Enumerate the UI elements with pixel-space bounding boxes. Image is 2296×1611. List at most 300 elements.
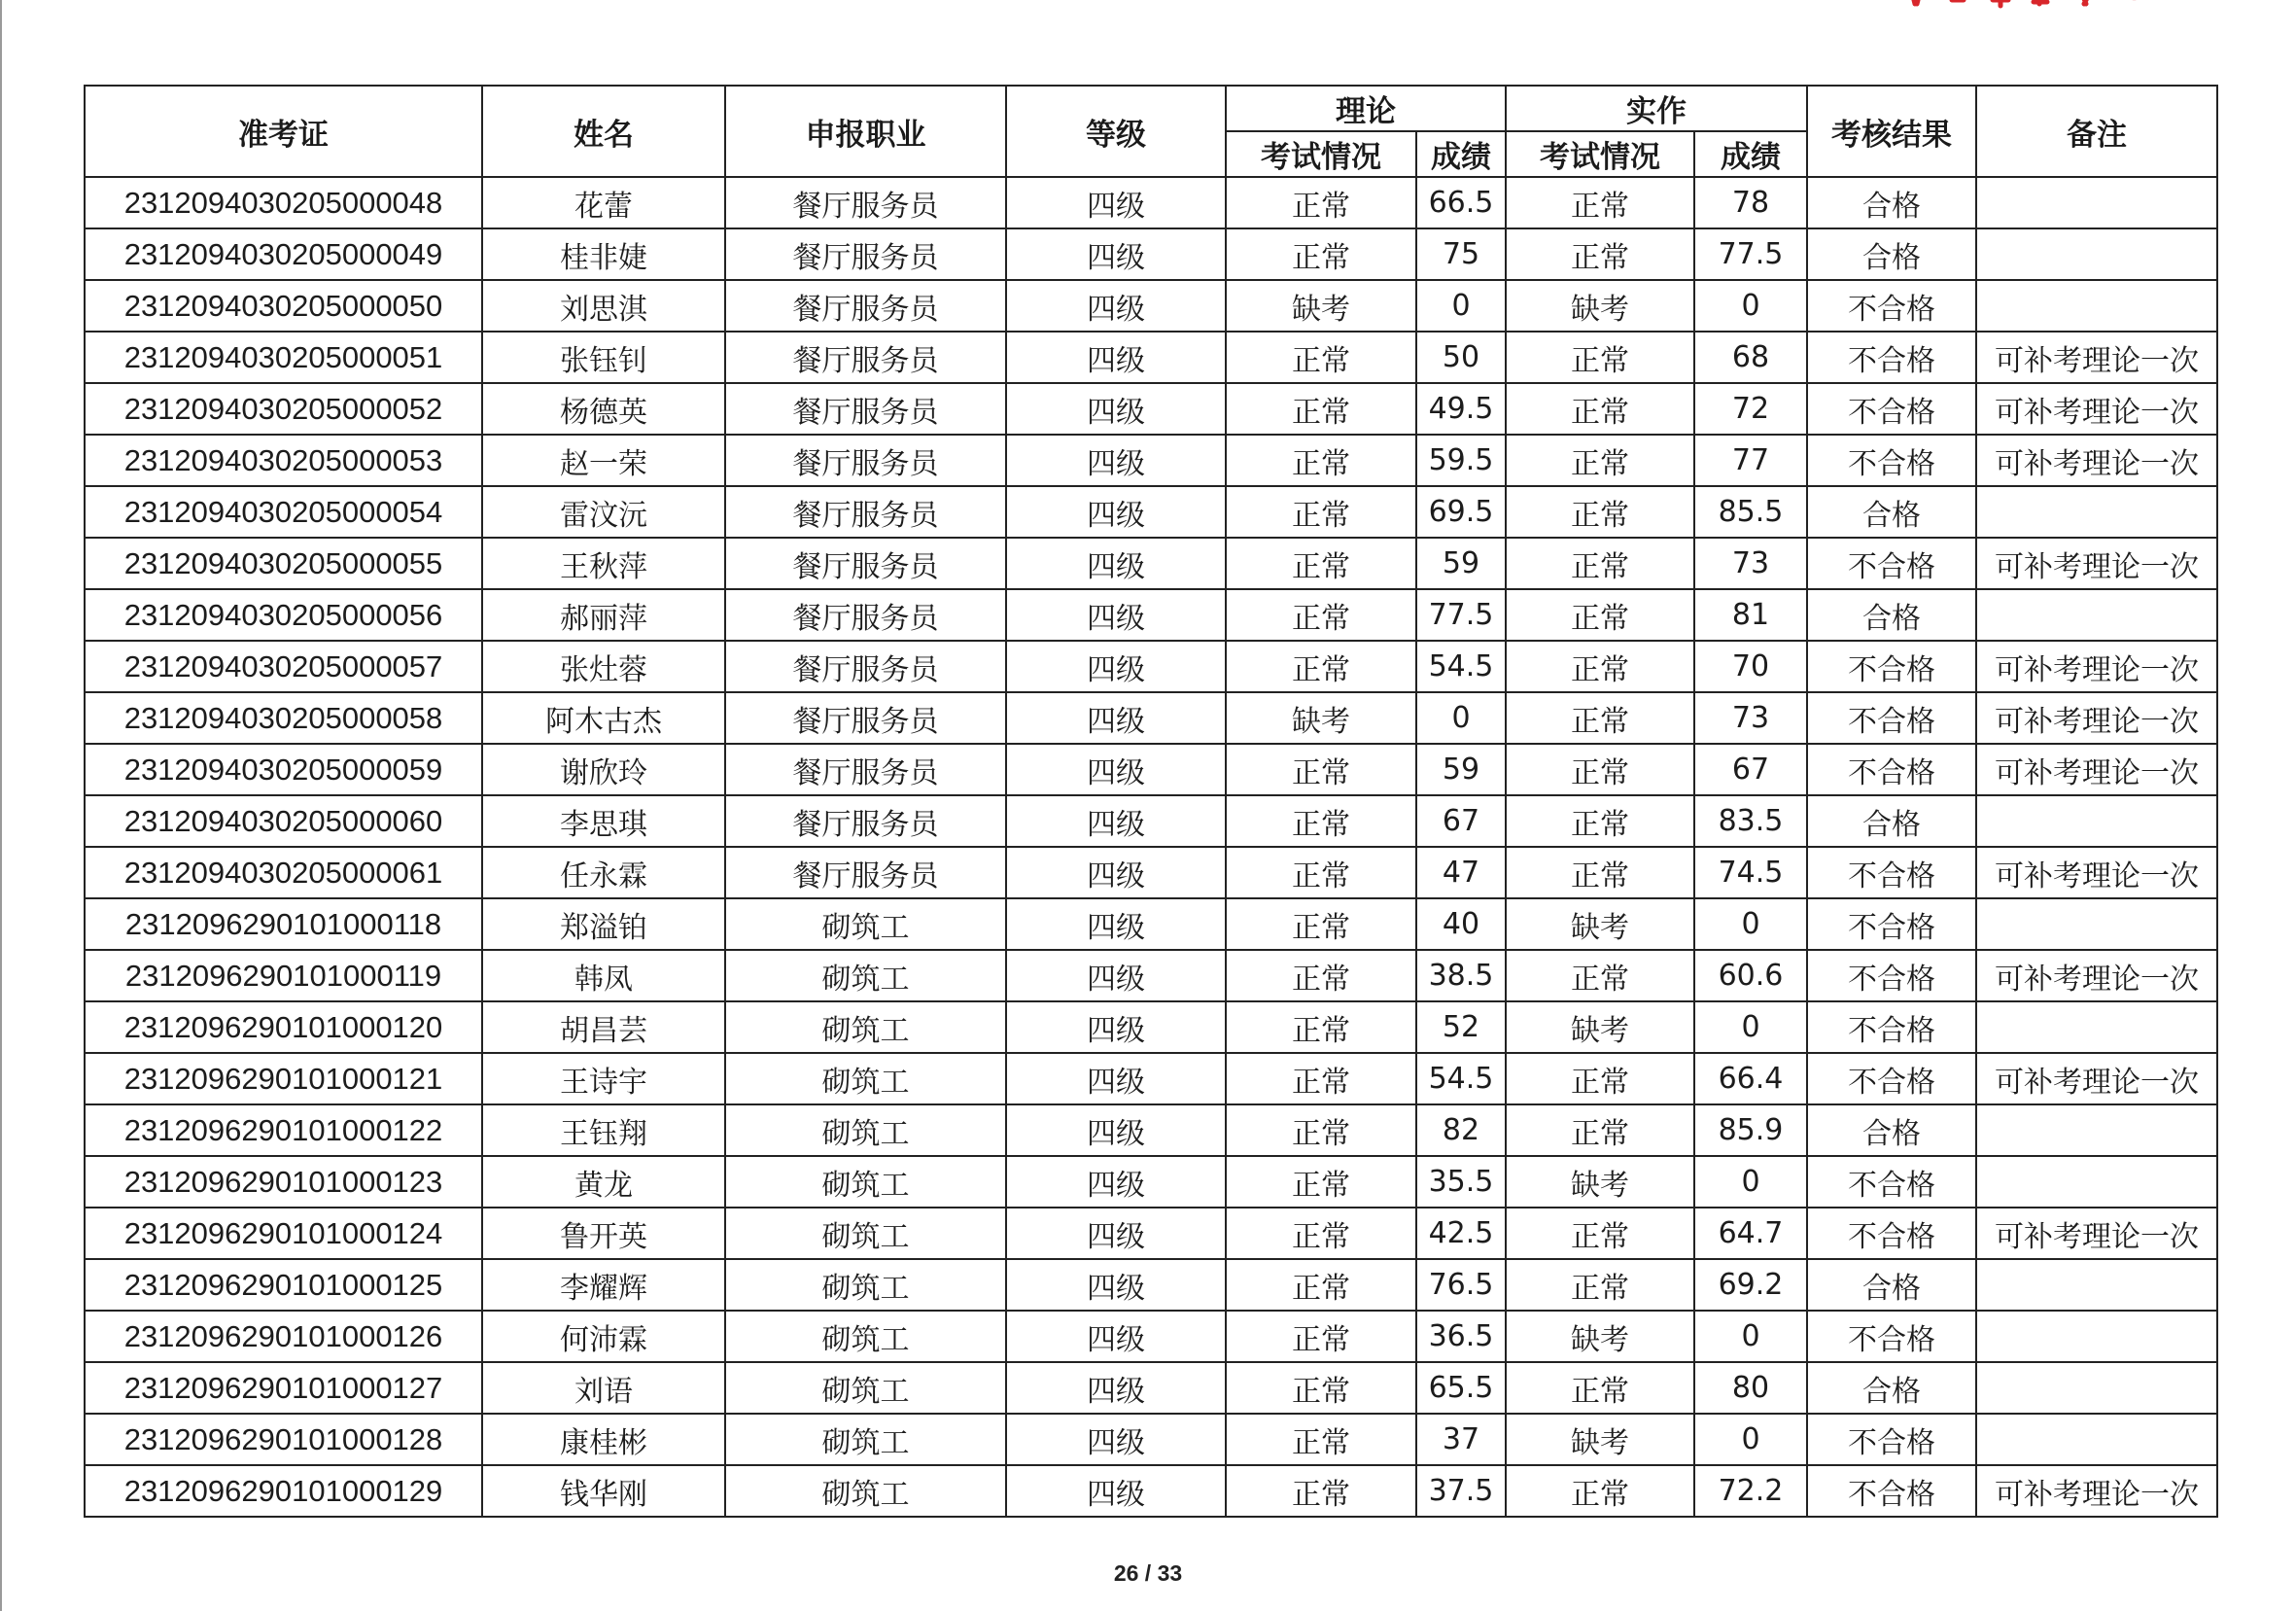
- cell-theory-status: 正常: [1226, 486, 1416, 538]
- cell-level: 四级: [1006, 1001, 1226, 1053]
- cell-theory-score: 40: [1416, 898, 1506, 950]
- cell-ticket: 2312096290101000129: [85, 1465, 482, 1517]
- cell-name: 赵一荣: [482, 435, 725, 486]
- cell-occupation: 餐厅服务员: [725, 589, 1006, 641]
- cell-result: 不合格: [1807, 538, 1976, 589]
- cell-result: 不合格: [1807, 641, 1976, 692]
- cell-remark: 可补考理论一次: [1976, 1053, 2217, 1104]
- cell-level: 四级: [1006, 1414, 1226, 1465]
- cell-practice-score: 81: [1694, 589, 1807, 641]
- cell-practice-status: 正常: [1506, 692, 1694, 744]
- cell-remark: [1976, 1414, 2217, 1465]
- cell-occupation: 砌筑工: [725, 1104, 1006, 1156]
- cell-theory-status: 正常: [1226, 1001, 1416, 1053]
- cell-practice-score: 66.4: [1694, 1053, 1807, 1104]
- results-table-container: [84, 85, 2216, 1518]
- cell-level: 四级: [1006, 1362, 1226, 1414]
- table-row: [85, 332, 2217, 383]
- cell-practice-status: 正常: [1506, 228, 1694, 280]
- red-stamp-fragment: [1903, 0, 2156, 14]
- cell-theory-status: 正常: [1226, 228, 1416, 280]
- cell-practice-status: 正常: [1506, 332, 1694, 383]
- cell-ticket: 2312096290101000120: [85, 1001, 482, 1053]
- cell-practice-status: 正常: [1506, 589, 1694, 641]
- cell-ticket: 2312096290101000125: [85, 1259, 482, 1311]
- cell-practice-status: 正常: [1506, 847, 1694, 898]
- cell-name: 李耀辉: [482, 1259, 725, 1311]
- cell-theory-score: 66.5: [1416, 177, 1506, 228]
- cell-occupation: 砌筑工: [725, 1311, 1006, 1362]
- cell-practice-score: 72.2: [1694, 1465, 1807, 1517]
- cell-theory-score: 59: [1416, 744, 1506, 795]
- cell-theory-score: 37: [1416, 1414, 1506, 1465]
- cell-theory-score: 36.5: [1416, 1311, 1506, 1362]
- cell-remark: 可补考理论一次: [1976, 1208, 2217, 1259]
- cell-remark: 可补考理论一次: [1976, 435, 2217, 486]
- cell-ticket: 2312094030205000050: [85, 280, 482, 332]
- cell-practice-score: 69.2: [1694, 1259, 1807, 1311]
- cell-result: 不合格: [1807, 898, 1976, 950]
- scan-edge: [0, 0, 2, 1611]
- cell-result: 合格: [1807, 1104, 1976, 1156]
- cell-theory-status: 缺考: [1226, 692, 1416, 744]
- cell-result: 不合格: [1807, 1465, 1976, 1517]
- cell-theory-score: 0: [1416, 280, 1506, 332]
- cell-result: 不合格: [1807, 744, 1976, 795]
- cell-theory-score: 69.5: [1416, 486, 1506, 538]
- cell-level: 四级: [1006, 692, 1226, 744]
- cell-practice-status: 缺考: [1506, 1001, 1694, 1053]
- cell-theory-status: 正常: [1226, 1053, 1416, 1104]
- cell-theory-score: 65.5: [1416, 1362, 1506, 1414]
- cell-ticket: 2312094030205000058: [85, 692, 482, 744]
- table-row: [85, 589, 2217, 641]
- cell-theory-status: 正常: [1226, 1156, 1416, 1208]
- cell-practice-status: 正常: [1506, 795, 1694, 847]
- cell-practice-score: 74.5: [1694, 847, 1807, 898]
- cell-practice-status: 正常: [1506, 538, 1694, 589]
- cell-occupation: 餐厅服务员: [725, 228, 1006, 280]
- cell-level: 四级: [1006, 280, 1226, 332]
- cell-practice-status: 正常: [1506, 177, 1694, 228]
- table-row: [85, 538, 2217, 589]
- cell-theory-status: 正常: [1226, 744, 1416, 795]
- cell-practice-score: 0: [1694, 1156, 1807, 1208]
- cell-practice-status: 正常: [1506, 744, 1694, 795]
- cell-result: 合格: [1807, 1259, 1976, 1311]
- cell-theory-score: 50: [1416, 332, 1506, 383]
- cell-result: 合格: [1807, 795, 1976, 847]
- table-row: [85, 692, 2217, 744]
- cell-ticket: 2312094030205000057: [85, 641, 482, 692]
- table-row: [85, 950, 2217, 1001]
- cell-remark: [1976, 1259, 2217, 1311]
- cell-theory-status: 正常: [1226, 1259, 1416, 1311]
- cell-practice-status: 正常: [1506, 435, 1694, 486]
- cell-practice-status: 正常: [1506, 1259, 1694, 1311]
- cell-name: 张钰钊: [482, 332, 725, 383]
- cell-name: 谢欣玲: [482, 744, 725, 795]
- cell-name: 康桂彬: [482, 1414, 725, 1465]
- cell-result: 合格: [1807, 1362, 1976, 1414]
- cell-practice-status: 正常: [1506, 950, 1694, 1001]
- cell-practice-status: 正常: [1506, 1362, 1694, 1414]
- table-row: [85, 486, 2217, 538]
- cell-name: 任永霖: [482, 847, 725, 898]
- cell-theory-score: 35.5: [1416, 1156, 1506, 1208]
- cell-theory-status: 正常: [1226, 1362, 1416, 1414]
- cell-occupation: 砌筑工: [725, 1001, 1006, 1053]
- exam-results-table: [84, 85, 2218, 1518]
- cell-occupation: 砌筑工: [725, 1259, 1006, 1311]
- cell-occupation: 餐厅服务员: [725, 538, 1006, 589]
- cell-remark: [1976, 898, 2217, 950]
- cell-ticket: 2312094030205000053: [85, 435, 482, 486]
- table-row: [85, 1311, 2217, 1362]
- cell-name: 杨德英: [482, 383, 725, 435]
- page-number: 26 / 33: [1113, 1560, 1183, 1586]
- cell-occupation: 餐厅服务员: [725, 795, 1006, 847]
- cell-practice-status: 正常: [1506, 1465, 1694, 1517]
- cell-theory-score: 37.5: [1416, 1465, 1506, 1517]
- cell-result: 不合格: [1807, 383, 1976, 435]
- cell-theory-score: 59: [1416, 538, 1506, 589]
- cell-ticket: 2312096290101000119: [85, 950, 482, 1001]
- cell-occupation: 餐厅服务员: [725, 744, 1006, 795]
- table-row: [85, 1465, 2217, 1517]
- table-row: [85, 1362, 2217, 1414]
- cell-name: 桂非婕: [482, 228, 725, 280]
- header-practice-status: 考试情况: [1506, 131, 1694, 177]
- cell-theory-status: 正常: [1226, 383, 1416, 435]
- cell-practice-status: 正常: [1506, 1208, 1694, 1259]
- cell-remark: 可补考理论一次: [1976, 950, 2217, 1001]
- cell-theory-status: 正常: [1226, 641, 1416, 692]
- cell-remark: [1976, 1001, 2217, 1053]
- header-theory-status: 考试情况: [1226, 131, 1416, 177]
- cell-practice-score: 0: [1694, 280, 1807, 332]
- table-row: [85, 641, 2217, 692]
- cell-result: 不合格: [1807, 1053, 1976, 1104]
- cell-ticket: 2312096290101000122: [85, 1104, 482, 1156]
- cell-theory-score: 54.5: [1416, 1053, 1506, 1104]
- cell-level: 四级: [1006, 1311, 1226, 1362]
- cell-name: 何沛霖: [482, 1311, 725, 1362]
- cell-result: 不合格: [1807, 847, 1976, 898]
- table-row: [85, 1208, 2217, 1259]
- cell-ticket: 2312094030205000051: [85, 332, 482, 383]
- cell-practice-score: 73: [1694, 692, 1807, 744]
- cell-name: 鲁开英: [482, 1208, 725, 1259]
- cell-remark: [1976, 1156, 2217, 1208]
- cell-occupation: 餐厅服务员: [725, 435, 1006, 486]
- cell-practice-score: 83.5: [1694, 795, 1807, 847]
- cell-name: 刘思淇: [482, 280, 725, 332]
- cell-ticket: 2312094030205000049: [85, 228, 482, 280]
- cell-result: 不合格: [1807, 1208, 1976, 1259]
- header-practice-score: 成绩: [1694, 131, 1807, 177]
- cell-name: 韩凤: [482, 950, 725, 1001]
- cell-occupation: 砌筑工: [725, 898, 1006, 950]
- cell-theory-score: 67: [1416, 795, 1506, 847]
- cell-remark: [1976, 589, 2217, 641]
- cell-level: 四级: [1006, 435, 1226, 486]
- table-row: [85, 898, 2217, 950]
- cell-result: 不合格: [1807, 1156, 1976, 1208]
- header-ticket: 准考证: [85, 86, 482, 177]
- cell-level: 四级: [1006, 538, 1226, 589]
- table-row: [85, 1053, 2217, 1104]
- cell-theory-status: 正常: [1226, 1414, 1416, 1465]
- cell-theory-score: 49.5: [1416, 383, 1506, 435]
- cell-result: 不合格: [1807, 332, 1976, 383]
- cell-level: 四级: [1006, 486, 1226, 538]
- cell-theory-score: 52: [1416, 1001, 1506, 1053]
- cell-ticket: 2312094030205000055: [85, 538, 482, 589]
- header-row-top: [85, 86, 2217, 131]
- cell-occupation: 砌筑工: [725, 1208, 1006, 1259]
- cell-practice-score: 85.9: [1694, 1104, 1807, 1156]
- cell-result: 合格: [1807, 486, 1976, 538]
- cell-theory-score: 54.5: [1416, 641, 1506, 692]
- cell-practice-status: 缺考: [1506, 1311, 1694, 1362]
- cell-theory-score: 42.5: [1416, 1208, 1506, 1259]
- cell-name: 雷汶沅: [482, 486, 725, 538]
- table-row: [85, 435, 2217, 486]
- cell-practice-score: 80: [1694, 1362, 1807, 1414]
- cell-result: 不合格: [1807, 1001, 1976, 1053]
- cell-name: 王诗宇: [482, 1053, 725, 1104]
- cell-remark: 可补考理论一次: [1976, 641, 2217, 692]
- cell-level: 四级: [1006, 744, 1226, 795]
- cell-remark: 可补考理论一次: [1976, 538, 2217, 589]
- cell-practice-status: 正常: [1506, 1104, 1694, 1156]
- cell-remark: 可补考理论一次: [1976, 383, 2217, 435]
- cell-theory-status: 正常: [1226, 847, 1416, 898]
- cell-remark: 可补考理论一次: [1976, 1465, 2217, 1517]
- cell-level: 四级: [1006, 1156, 1226, 1208]
- cell-practice-score: 67: [1694, 744, 1807, 795]
- cell-practice-score: 0: [1694, 1001, 1807, 1053]
- table-row: [85, 1156, 2217, 1208]
- cell-theory-score: 82: [1416, 1104, 1506, 1156]
- cell-occupation: 砌筑工: [725, 1053, 1006, 1104]
- cell-occupation: 餐厅服务员: [725, 847, 1006, 898]
- cell-remark: 可补考理论一次: [1976, 847, 2217, 898]
- cell-occupation: 餐厅服务员: [725, 332, 1006, 383]
- cell-result: 不合格: [1807, 692, 1976, 744]
- table-row: [85, 1001, 2217, 1053]
- cell-practice-score: 77: [1694, 435, 1807, 486]
- table-header: [85, 86, 2217, 177]
- table-row: [85, 228, 2217, 280]
- cell-theory-status: 正常: [1226, 435, 1416, 486]
- cell-result: 不合格: [1807, 1414, 1976, 1465]
- cell-name: 黄龙: [482, 1156, 725, 1208]
- cell-remark: [1976, 280, 2217, 332]
- table-row: [85, 847, 2217, 898]
- cell-practice-score: 60.6: [1694, 950, 1807, 1001]
- cell-ticket: 2312094030205000056: [85, 589, 482, 641]
- header-practice: 实作: [1506, 86, 1807, 131]
- cell-theory-score: 38.5: [1416, 950, 1506, 1001]
- cell-result: 不合格: [1807, 1311, 1976, 1362]
- cell-remark: [1976, 486, 2217, 538]
- cell-practice-status: 正常: [1506, 1053, 1694, 1104]
- cell-level: 四级: [1006, 332, 1226, 383]
- table-body: [85, 177, 2217, 1517]
- cell-remark: [1976, 1362, 2217, 1414]
- cell-level: 四级: [1006, 383, 1226, 435]
- cell-ticket: 2312094030205000060: [85, 795, 482, 847]
- cell-theory-score: 47: [1416, 847, 1506, 898]
- cell-occupation: 砌筑工: [725, 950, 1006, 1001]
- cell-name: 张灶蓉: [482, 641, 725, 692]
- cell-level: 四级: [1006, 1259, 1226, 1311]
- cell-theory-status: 正常: [1226, 589, 1416, 641]
- table-row: [85, 1414, 2217, 1465]
- cell-practice-status: 缺考: [1506, 280, 1694, 332]
- cell-result: 不合格: [1807, 280, 1976, 332]
- cell-theory-status: 正常: [1226, 1104, 1416, 1156]
- cell-level: 四级: [1006, 1208, 1226, 1259]
- cell-level: 四级: [1006, 1104, 1226, 1156]
- cell-practice-status: 正常: [1506, 641, 1694, 692]
- cell-level: 四级: [1006, 847, 1226, 898]
- cell-name: 胡昌芸: [482, 1001, 725, 1053]
- cell-theory-status: 正常: [1226, 1208, 1416, 1259]
- cell-theory-status: 正常: [1226, 950, 1416, 1001]
- cell-theory-score: 59.5: [1416, 435, 1506, 486]
- cell-practice-score: 70: [1694, 641, 1807, 692]
- cell-practice-score: 0: [1694, 898, 1807, 950]
- cell-name: 郑溢铂: [482, 898, 725, 950]
- header-theory: 理论: [1226, 86, 1506, 131]
- cell-theory-status: 正常: [1226, 898, 1416, 950]
- cell-ticket: 2312094030205000061: [85, 847, 482, 898]
- cell-level: 四级: [1006, 950, 1226, 1001]
- cell-practice-score: 85.5: [1694, 486, 1807, 538]
- cell-level: 四级: [1006, 1465, 1226, 1517]
- cell-name: 钱华刚: [482, 1465, 725, 1517]
- cell-practice-score: 78: [1694, 177, 1807, 228]
- cell-theory-score: 76.5: [1416, 1259, 1506, 1311]
- cell-result: 合格: [1807, 228, 1976, 280]
- cell-name: 王钰翔: [482, 1104, 725, 1156]
- cell-remark: [1976, 177, 2217, 228]
- cell-practice-score: 77.5: [1694, 228, 1807, 280]
- cell-occupation: 砌筑工: [725, 1362, 1006, 1414]
- cell-name: 郝丽萍: [482, 589, 725, 641]
- cell-practice-status: 缺考: [1506, 1414, 1694, 1465]
- cell-theory-status: 正常: [1226, 1465, 1416, 1517]
- cell-remark: 可补考理论一次: [1976, 692, 2217, 744]
- cell-practice-score: 64.7: [1694, 1208, 1807, 1259]
- header-name: 姓名: [482, 86, 725, 177]
- cell-result: 不合格: [1807, 435, 1976, 486]
- header-level: 等级: [1006, 86, 1226, 177]
- cell-remark: [1976, 228, 2217, 280]
- cell-ticket: 2312096290101000118: [85, 898, 482, 950]
- cell-ticket: 2312096290101000128: [85, 1414, 482, 1465]
- header-result: 考核结果: [1807, 86, 1976, 177]
- cell-ticket: 2312094030205000048: [85, 177, 482, 228]
- cell-ticket: 2312096290101000121: [85, 1053, 482, 1104]
- cell-theory-score: 77.5: [1416, 589, 1506, 641]
- cell-theory-status: 正常: [1226, 538, 1416, 589]
- cell-ticket: 2312096290101000126: [85, 1311, 482, 1362]
- table-row: [85, 280, 2217, 332]
- cell-remark: 可补考理论一次: [1976, 332, 2217, 383]
- cell-ticket: 2312096290101000124: [85, 1208, 482, 1259]
- cell-occupation: 砌筑工: [725, 1156, 1006, 1208]
- cell-name: 王秋萍: [482, 538, 725, 589]
- cell-practice-status: 正常: [1506, 383, 1694, 435]
- table-row: [85, 1259, 2217, 1311]
- cell-remark: 可补考理论一次: [1976, 744, 2217, 795]
- cell-theory-score: 0: [1416, 692, 1506, 744]
- header-theory-score: 成绩: [1416, 131, 1506, 177]
- cell-level: 四级: [1006, 795, 1226, 847]
- cell-name: 花蕾: [482, 177, 725, 228]
- cell-ticket: 2312094030205000054: [85, 486, 482, 538]
- cell-practice-score: 0: [1694, 1414, 1807, 1465]
- cell-result: 不合格: [1807, 950, 1976, 1001]
- cell-remark: [1976, 1311, 2217, 1362]
- table-row: [85, 1104, 2217, 1156]
- cell-occupation: 砌筑工: [725, 1465, 1006, 1517]
- cell-level: 四级: [1006, 898, 1226, 950]
- header-occupation: 申报职业: [725, 86, 1006, 177]
- header-remark: 备注: [1976, 86, 2217, 177]
- cell-ticket: 2312096290101000127: [85, 1362, 482, 1414]
- cell-name: 李思琪: [482, 795, 725, 847]
- cell-ticket: 2312094030205000052: [85, 383, 482, 435]
- cell-result: 合格: [1807, 177, 1976, 228]
- cell-occupation: 餐厅服务员: [725, 486, 1006, 538]
- cell-level: 四级: [1006, 641, 1226, 692]
- cell-remark: [1976, 795, 2217, 847]
- table-row: [85, 177, 2217, 228]
- cell-practice-status: 缺考: [1506, 898, 1694, 950]
- cell-occupation: 餐厅服务员: [725, 641, 1006, 692]
- cell-practice-score: 73: [1694, 538, 1807, 589]
- cell-practice-status: 正常: [1506, 486, 1694, 538]
- cell-practice-status: 缺考: [1506, 1156, 1694, 1208]
- cell-theory-status: 正常: [1226, 1311, 1416, 1362]
- cell-theory-status: 正常: [1226, 177, 1416, 228]
- cell-occupation: 餐厅服务员: [725, 177, 1006, 228]
- cell-occupation: 餐厅服务员: [725, 280, 1006, 332]
- cell-occupation: 砌筑工: [725, 1414, 1006, 1465]
- table-row: [85, 744, 2217, 795]
- cell-occupation: 餐厅服务员: [725, 383, 1006, 435]
- cell-practice-score: 72: [1694, 383, 1807, 435]
- cell-level: 四级: [1006, 228, 1226, 280]
- cell-ticket: 2312094030205000059: [85, 744, 482, 795]
- cell-theory-score: 75: [1416, 228, 1506, 280]
- cell-name: 刘语: [482, 1362, 725, 1414]
- cell-practice-score: 68: [1694, 332, 1807, 383]
- cell-ticket: 2312096290101000123: [85, 1156, 482, 1208]
- cell-theory-status: 正常: [1226, 332, 1416, 383]
- cell-result: 合格: [1807, 589, 1976, 641]
- cell-practice-score: 0: [1694, 1311, 1807, 1362]
- cell-theory-status: 正常: [1226, 795, 1416, 847]
- cell-theory-status: 缺考: [1226, 280, 1416, 332]
- cell-level: 四级: [1006, 1053, 1226, 1104]
- cell-occupation: 餐厅服务员: [725, 692, 1006, 744]
